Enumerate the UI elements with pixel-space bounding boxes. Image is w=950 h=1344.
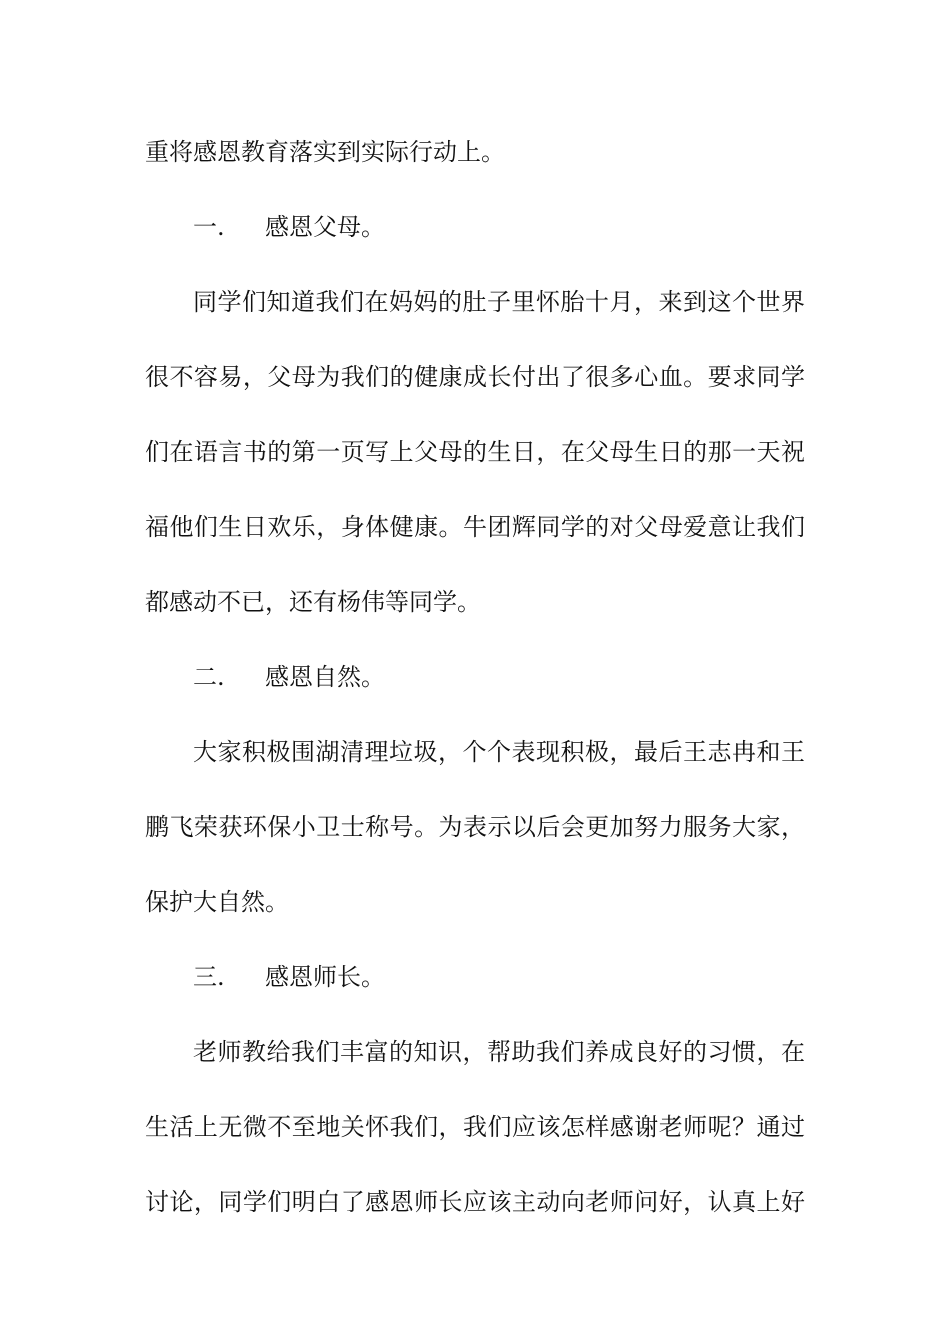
paragraph-line: 重将感恩教育落实到实际行动上。 [145, 138, 505, 166]
section-number: 三. [193, 963, 225, 991]
paragraph-line: 福他们生日欢乐，身体健康。牛团辉同学的对父母爱意让我们 [145, 513, 805, 541]
section-number: 二. [193, 663, 225, 691]
paragraph-line: 鹏飞荣获环保小卫士称号。为表示以后会更加努力服务大家， [145, 813, 805, 841]
paragraph-line: 保护大自然。 [145, 888, 289, 916]
paragraph-line: 讨论，同学们明白了感恩师长应该主动向老师问好，认真上好 [145, 1188, 805, 1216]
paragraph-line: 大家积极围湖清理垃圾，个个表现积极，最后王志冉和王 [193, 738, 805, 766]
section-heading-1 [193, 212, 385, 242]
paragraph-line: 们在语言书的第一页写上父母的生日，在父母生日的那一天祝 [145, 438, 805, 466]
paragraph-line: 都感动不已，还有杨伟等同学。 [145, 588, 481, 616]
section-title: 感恩师长。 [265, 963, 385, 991]
paragraph-line: 很不容易，父母为我们的健康成长付出了很多心血。要求同学 [145, 363, 805, 391]
paragraph-line: 同学们知道我们在妈妈的肚子里怀胎十月，来到这个世界 [193, 288, 805, 316]
section-number: 一. [193, 213, 225, 241]
paragraph-line: 生活上无微不至地关怀我们，我们应该怎样感谢老师呢？通过 [145, 1113, 805, 1141]
section-heading-3 [193, 962, 385, 992]
section-title: 感恩自然。 [265, 663, 385, 691]
section-heading-2 [193, 662, 385, 692]
paragraph-line: 老师教给我们丰富的知识，帮助我们养成良好的习惯，在 [193, 1038, 805, 1066]
section-title: 感恩父母。 [265, 213, 385, 241]
